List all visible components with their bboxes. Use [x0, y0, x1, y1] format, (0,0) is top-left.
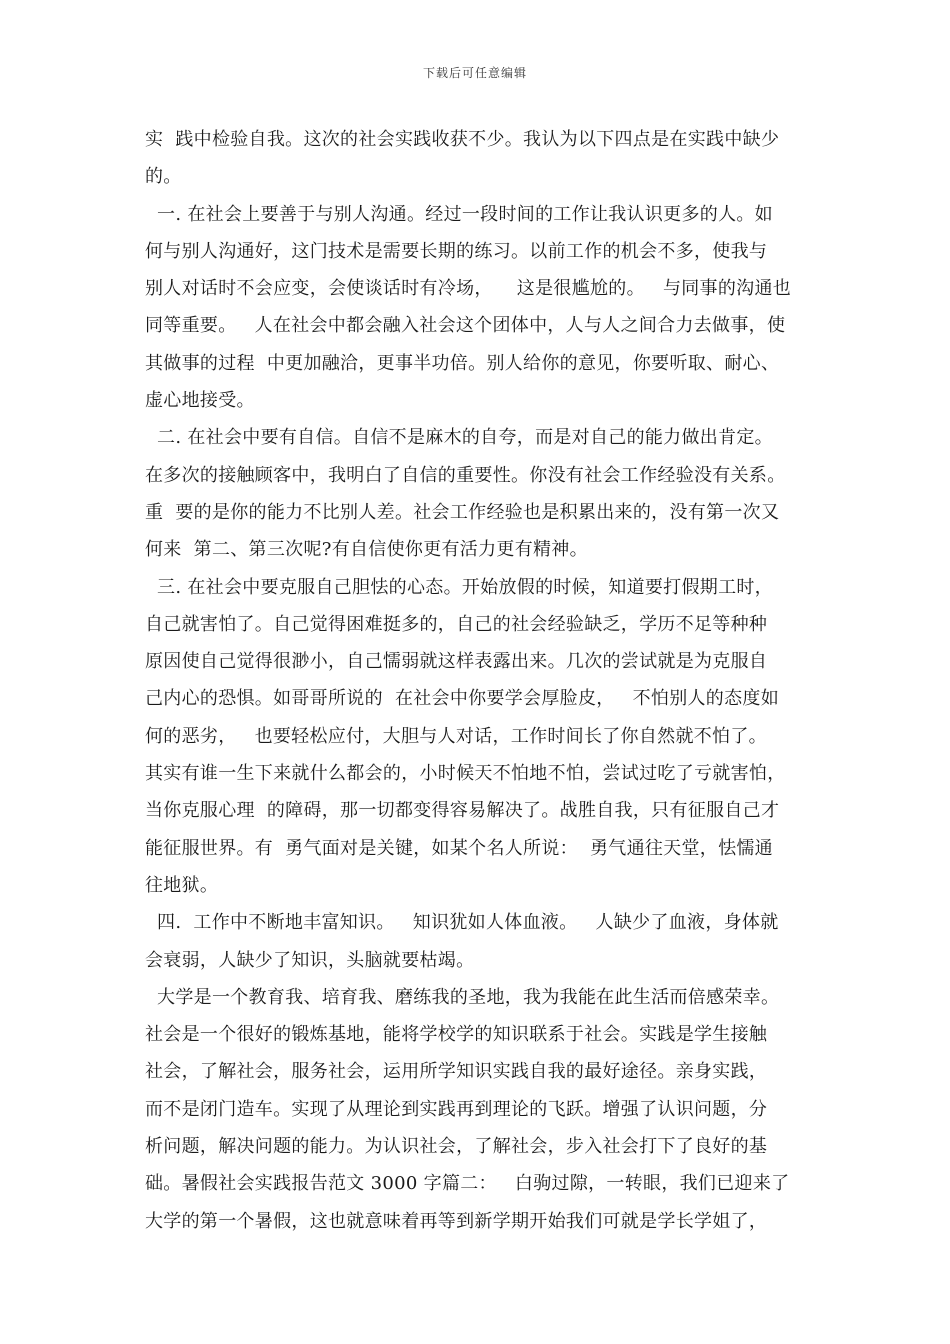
page-header: 下载后可任意编辑 [422, 66, 527, 80]
text-line: 大学是一个教育我、培育我、磨练我的圣地，我为我能在此生活而倍感荣幸。 [145, 986, 780, 1008]
text-line: 二. 在社会中要有自信。自信不是麻木的自夸，而是对自己的能力做出肯定。 [145, 427, 773, 449]
text-line: 原因使自己觉得很渺小，自己懦弱就这样表露出来。几次的尝试就是为克服自 [145, 651, 768, 673]
text-line: 三. 在社会中要克服自己胆怯的心态。开始放假的时候，知道要打假期工时， [145, 576, 773, 598]
text-line: 其做事的过程 中更加融洽，更事半功倍。别人给你的意见，你要听取、耐心、 [145, 352, 780, 374]
text-line: 析问题，解决问题的能力。为认识社会，了解社会，步入社会打下了良好的基 [145, 1136, 768, 1158]
text-line: 己内心的恐惧。如哥哥所说的 在社会中你要学会厚脸皮， 不怕别人的态度如 [145, 688, 780, 710]
text-line: 同等重要。 人在社会中都会融入社会这个团体中，人与人之间合力去做事，使 [145, 315, 786, 337]
text-line: 何的恶劣， 也要轻松应付，大胆与人对话，工作时间长了你自然就不怕了。 [145, 725, 767, 747]
text-line: 大学的第一个暑假，这也就意味着再等到新学期开始我们可就是学长学姐了， [145, 1210, 768, 1232]
text-line: 社会是一个很好的锻炼基地，能将学校学的知识联系于社会。实践是学生接触 [145, 1024, 768, 1046]
text-line: 往地狱。 [145, 874, 219, 896]
text-line: 在多次的接触顾客中，我明白了自信的重要性。你没有社会工作经验没有关系。 [145, 464, 786, 486]
document-body [145, 121, 810, 1240]
text-line: 重 要的是你的能力不比别人差。社会工作经验也是积累出来的，没有第一次又 [145, 501, 780, 523]
text-line: 自己就害怕了。自己觉得困难挺多的，自己的社会经验缺乏，学历不足等种种 [145, 613, 768, 635]
text-line: 虚心地接受。 [145, 390, 255, 412]
text-line: 当你克服心理 的障碍，那一切都变得容易解决了。战胜自我，只有征服自己才 [145, 800, 780, 822]
text-line: 一. 在社会上要善于与别人沟通。经过一段时间的工作让我认识更多的人。如 [145, 203, 773, 225]
text-line: 能征服世界。有 勇气面对是关键，如某个名人所说： 勇气通往天堂，怯懦通 [145, 837, 773, 859]
text-line: 何与别人沟通好，这门技术是需要长期的练习。以前工作的机会不多，使我与 [145, 240, 768, 262]
text-line: 会衰弱，人缺少了知识，头脑就要枯竭。 [145, 949, 475, 971]
text-line: 四. 工作中不断地丰富知识。 知识犹如人体血液。 人缺少了血液，身体就 [145, 912, 779, 934]
text-line: 实 践中检验自我。这次的社会实践收获不少。我认为以下四点是在实践中缺少 [145, 129, 780, 150]
text-line: 础。暑假社会实践报告范文 3000 字篇二： 白驹过隙，一转眼，我们已迎来了 [145, 1173, 790, 1195]
text-line: 别人对话时不会应变，会使谈话时有冷场， 这是很尴尬的。 与同事的沟通也 [145, 278, 792, 300]
text-line: 何来 第二、第三次呢?有自信使你更有活力更有精神。 [145, 539, 588, 561]
text-line: 社会，了解社会，服务社会，运用所学知识实践自我的最好途径。亲身实践， [145, 1061, 768, 1083]
text-line: 而不是闭门造车。实现了从理论到实践再到理论的飞跃。增强了认识问题，分 [145, 1098, 768, 1120]
text-line: 的。 [145, 166, 182, 188]
text-line: 其实有谁一生下来就什么都会的，小时候天不怕地不怕，尝试过吃了亏就害怕， [145, 763, 786, 785]
